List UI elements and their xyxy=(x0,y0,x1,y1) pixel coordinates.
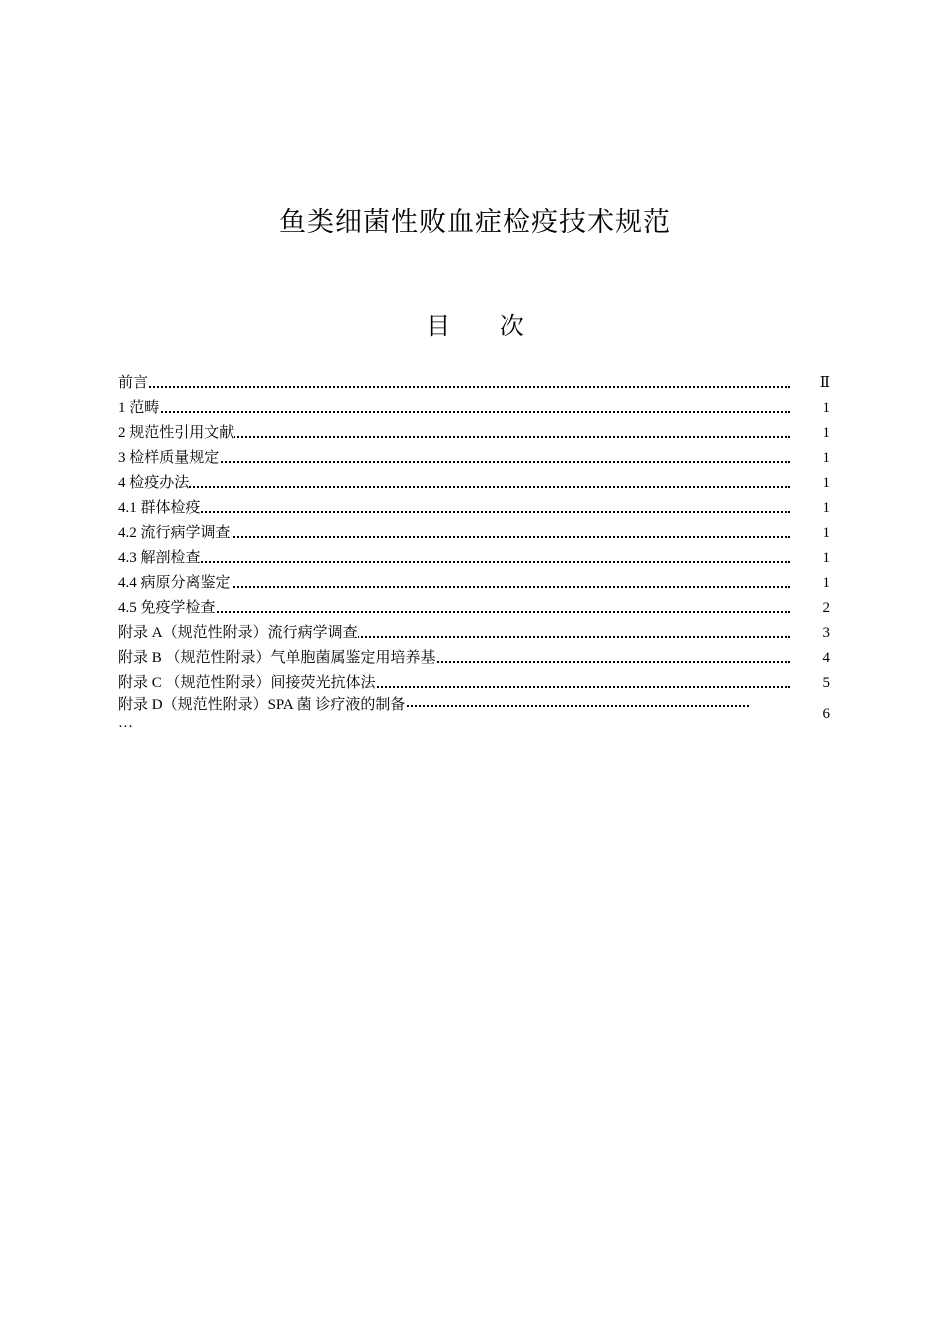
toc-entry-page: 5 xyxy=(822,675,830,691)
toc-entry-label: 附录 B （规范性附录）气单胞菌属鉴定用培养基 xyxy=(118,650,436,666)
toc-leader-dots xyxy=(407,705,749,707)
toc-entry-page: 1 xyxy=(822,450,830,466)
toc-entry-page: 1 xyxy=(822,425,830,441)
toc-leader-overflow: … xyxy=(118,715,133,731)
toc-entry-page: 1 xyxy=(822,500,830,516)
toc-entry[interactable] xyxy=(118,696,830,732)
toc-entry[interactable] xyxy=(118,471,830,496)
toc-entry-label: 2 规范性引用文献 xyxy=(118,425,235,441)
toc-entry-page: 1 xyxy=(822,475,830,491)
toc-entry[interactable] xyxy=(118,396,830,421)
toc-entry[interactable] xyxy=(118,571,830,596)
toc-leader-dots xyxy=(118,411,790,413)
toc-heading: 目 次 xyxy=(426,312,524,340)
toc-entry[interactable] xyxy=(118,671,830,696)
toc-entry-label: 3 检样质量规定 xyxy=(118,450,220,466)
toc-entry-label: 附录 C （规范性附录）间接荧光抗体法 xyxy=(118,675,376,691)
table-of-contents xyxy=(118,371,830,732)
toc-entry-label: 4.5 免疫学检查 xyxy=(118,600,216,616)
toc-entry-label: 附录 D（规范性附录）SPA 菌 诊疗液的制备 xyxy=(118,697,406,713)
toc-entry-page: Ⅱ xyxy=(819,375,830,391)
toc-entry-page: 3 xyxy=(822,625,830,641)
toc-leader-dots xyxy=(118,511,790,513)
toc-leader-dots xyxy=(118,486,790,488)
toc-entry-page: 4 xyxy=(822,650,830,666)
toc-entry-page: 1 xyxy=(822,525,830,541)
toc-entry-page: 1 xyxy=(822,575,830,591)
toc-leader-dots xyxy=(118,561,790,563)
toc-entry[interactable] xyxy=(118,596,830,621)
toc-entry[interactable] xyxy=(118,446,830,471)
toc-entry[interactable] xyxy=(118,421,830,446)
toc-entry[interactable] xyxy=(118,621,830,646)
toc-entry-label: 4.4 病原分离鉴定 xyxy=(118,575,231,591)
toc-entry[interactable] xyxy=(118,646,830,671)
toc-entry-label: 前言 xyxy=(118,375,149,391)
toc-entry-page: 1 xyxy=(822,550,830,566)
toc-leader-dots xyxy=(118,386,790,388)
toc-entry-label: 4 检疫办法 xyxy=(118,475,190,491)
toc-entry-page: 2 xyxy=(822,600,830,616)
toc-entry[interactable] xyxy=(118,496,830,521)
toc-entry-label: 4.2 流行病学调查 xyxy=(118,525,231,541)
toc-entry[interactable] xyxy=(118,371,830,396)
toc-entry-page: 1 xyxy=(822,400,830,416)
toc-entry[interactable] xyxy=(118,546,830,571)
toc-leader-dots xyxy=(118,611,790,613)
toc-entry-label: 4.3 解剖检查 xyxy=(118,550,201,566)
toc-entry-page: 6 xyxy=(822,706,830,722)
toc-entry-label: 4.1 群体检疫 xyxy=(118,500,201,516)
document-title: 鱼类细菌性败血症检疫技术规范 xyxy=(279,207,671,238)
toc-entry-label: 附录 A（规范性附录）流行病学调查 xyxy=(118,625,358,641)
toc-entry[interactable] xyxy=(118,521,830,546)
toc-entry-label: 1 范畴 xyxy=(118,400,160,416)
